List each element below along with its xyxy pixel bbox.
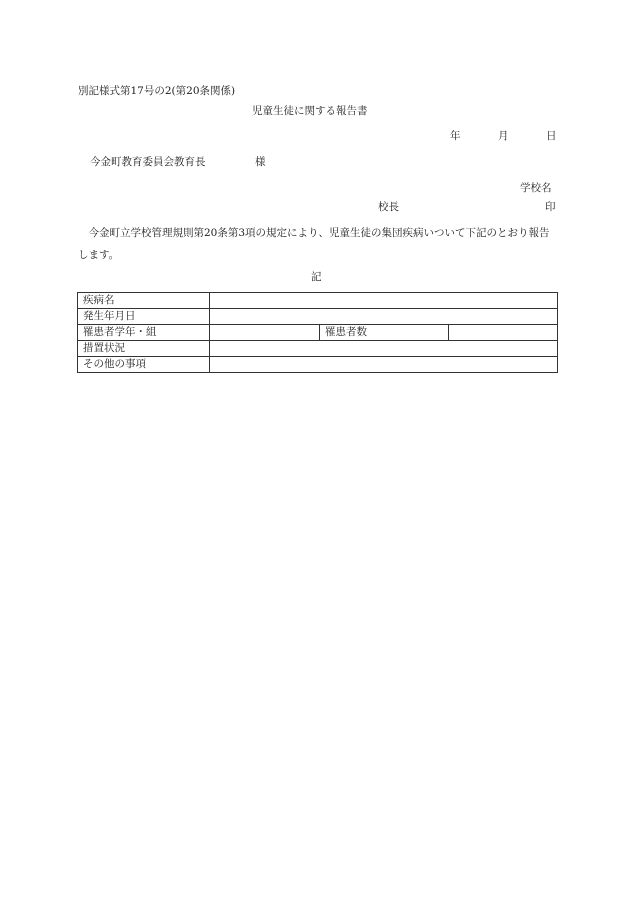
other-matters-label: その他の事項: [78, 357, 210, 373]
measures-label: 措置状況: [78, 341, 210, 357]
date-year-label: 年: [450, 130, 461, 142]
body-text: 今金町立学校管理規則第20条第3項の規定により、児童生徒の集団疾病いついて下記のとおり報告します。: [78, 227, 550, 261]
affected-grade-class-label: 罹患者学年・組: [78, 325, 210, 341]
measures-value[interactable]: [210, 341, 558, 357]
table-row: [78, 341, 558, 357]
addressee-honorific: 様: [255, 156, 266, 168]
disease-name-label: 疾病名: [78, 293, 210, 309]
affected-count-value[interactable]: [449, 325, 558, 341]
document-title: 児童生徒に関する報告書: [252, 105, 368, 117]
form-reference: 別記様式第17号の2(第20条関係): [78, 85, 236, 97]
affected-count-label: 罹患者数: [320, 325, 449, 341]
onset-date-value[interactable]: [210, 309, 558, 325]
other-matters-value[interactable]: [210, 357, 558, 373]
principal-label: 校長: [378, 201, 399, 213]
affected-grade-class-value[interactable]: [210, 325, 320, 341]
table-row: [78, 325, 558, 341]
table-row: [78, 309, 558, 325]
disease-name-value[interactable]: [210, 293, 558, 309]
date-day-label: 日: [546, 130, 557, 142]
date-month-label: 月: [498, 130, 509, 142]
table-row: [78, 357, 558, 373]
seal-label: 印: [545, 201, 556, 213]
addressee-name: 今金町教育委員会教育長: [90, 156, 206, 168]
report-table: [77, 292, 558, 373]
school-name-label: 学校名: [520, 182, 552, 194]
ki-label: 記: [311, 271, 322, 283]
onset-date-label: 発生年月日: [78, 309, 210, 325]
table-row: [78, 293, 558, 309]
